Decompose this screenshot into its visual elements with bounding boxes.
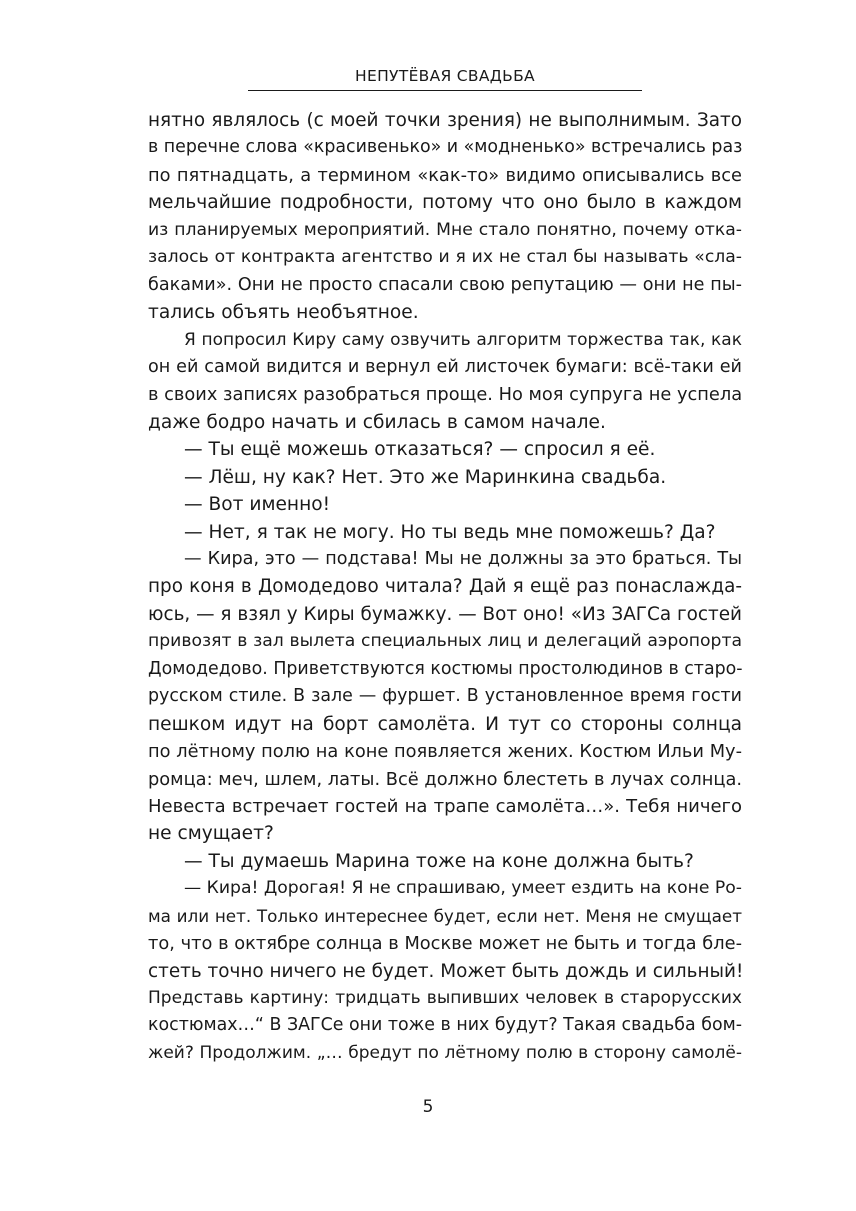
text-line: баками». Они не просто спасали свою репутацию — они не пы- [148, 274, 742, 295]
text-line: не смущает? [148, 823, 274, 845]
text-line: — Ты думаешь Марина тоже на коне должна быть? [184, 850, 694, 872]
text-line: в своих записях разобраться проще. Но моя супруга не успела [148, 384, 743, 406]
text-line: в перечне слова «красивенько» и «модненько» встречались раз [148, 137, 743, 158]
text-line: — Нет, я так не могу. Но ты ведь мне поможешь? Да? [184, 521, 716, 543]
running-head: НЕПУТЁВАЯ СВАДЬБА [355, 67, 535, 85]
text-line: он ей самой видится и вернул ей листочек бумаги: всё-таки ей [148, 356, 742, 377]
text-line: пешком идут на борт самолёта. И тут со стороны солнца [148, 713, 742, 735]
text-line: по пятнадцать, а термином «как-то» видимо описывались все [148, 164, 742, 186]
text-line: — Кира, это — подстава! Мы не должны за это браться. Ты [184, 549, 742, 569]
text-line: костюмах…“ В ЗАГСе они тоже в них будут? Такая свадьба бом- [148, 1015, 742, 1036]
body-text [148, 107, 742, 1067]
text-line: привозят в зал вылета специальных лиц и делегаций аэропорта [148, 631, 742, 652]
text-line: Представь картину: тридцать выпивших человек в старорусских [148, 988, 742, 1008]
text-line: Я попросил Киру саму озвучить алгоритм торжества так, как [184, 329, 742, 350]
text-line: Домодедово. Приветствуются костюмы простолюдинов в старо- [148, 658, 743, 679]
text-line: про коня в Домодедово читала? Дай я ещё раз понаслажда- [148, 576, 742, 598]
text-line: по лётному полю на коне появляется жених. Костюм Ильи Му- [148, 741, 742, 763]
text-line: русском стиле. В зале — фуршет. В установленное время гости [148, 686, 742, 707]
text-line: ма или нет. Только интереснее будет, если нет. Меня не смущает [148, 905, 742, 926]
text-line: тались объять необъятное. [148, 302, 419, 324]
text-line: нятно являлось (с моей точки зрения) не выполнимым. Зато [148, 110, 742, 131]
text-line: стеть точно ничего не будет. Может быть дождь и сильный! [148, 960, 744, 982]
page-number: 5 [422, 1097, 434, 1117]
text-line: даже бодро начать и сбилась в самом начале. [148, 411, 606, 433]
text-line: — Вот именно! [184, 494, 331, 516]
text-line: — Ты ещё можешь отказаться? — спросил я её. [184, 439, 656, 461]
text-line: Невеста встречает гостей на трапе самолёта…». Тебя ничего [148, 795, 742, 817]
header-rule [248, 90, 642, 91]
text-line: мельчайшие подробности, потому что оно было в каждом [148, 192, 742, 214]
text-line: — Кира! Дорогая! Я не спрашиваю, умеет ездить на коне Ро- [184, 878, 742, 899]
text-line: юсь, — я взял у Киры бумажку. — Вот оно! «Из ЗАГСа гостей [148, 603, 742, 625]
text-line: из планируемых мероприятий. Мне стало понятно, почему отка- [148, 219, 742, 240]
text-line: жей? Продолжим. „… бредут по лётному полю в сторону самолё- [148, 1042, 742, 1063]
text-line: залось от контракта агентство и я их не стал бы называть «сла- [148, 247, 742, 268]
text-line: то, что в октябре солнца в Москве может не быть и тогда бле- [148, 933, 742, 955]
text-line: — Лёш, ну как? Нет. Это же Маринкина свадьба. [184, 466, 667, 488]
text-line: ромца: меч, шлем, латы. Всё должно блестеть в лучах солнца. [148, 768, 742, 790]
